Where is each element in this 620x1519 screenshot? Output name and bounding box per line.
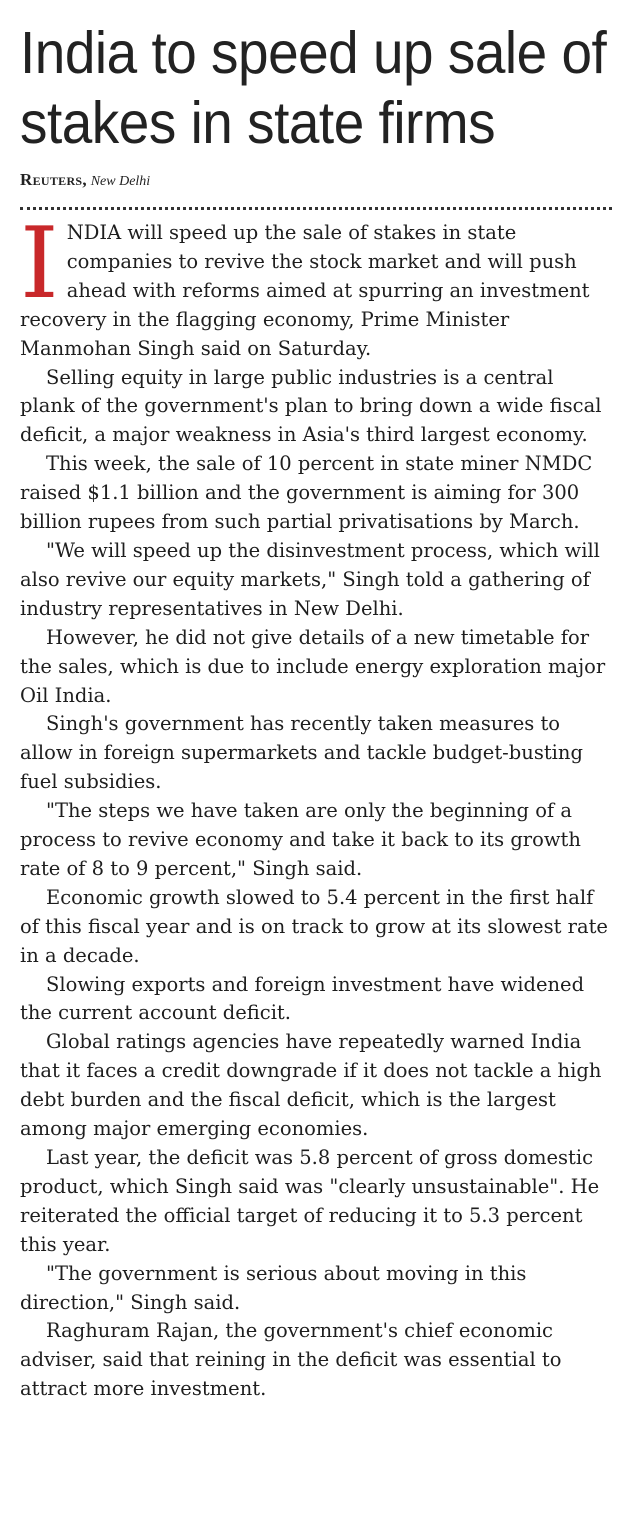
- headline: India to speed up sale of stakes in state firms: [20, 20, 607, 156]
- byline: [20, 170, 612, 192]
- drop-cap: I: [20, 207, 59, 321]
- body-paragraph: Last year, the deficit was 5.8 percent of gross domestic product, which Singh said was "clearly unsustainable". He reiterated the official target of reducing it to 5.3 percent this year.: [20, 1146, 600, 1256]
- byline-agency: Reuters,: [20, 170, 87, 189]
- body-paragraph: However, he did not give details of a new timetable for the sales, which is due to include energy exploration major Oil India.: [20, 625, 606, 707]
- body-paragraph: This week, the sale of 10 percent in state miner NMDC raised $1.1 billion and the government is aiming for 300 billion rupees from such partial privatisations by March.: [20, 452, 593, 534]
- body-paragraph: Global ratings agencies have repeatedly warned India that it faces a credit downgrade if it does not tackle a high debt burden and the fiscal deficit, which is the largest among major emerging economies.: [20, 1030, 602, 1141]
- article-body: [20, 207, 612, 1404]
- lead-paragraph: [20, 207, 612, 364]
- body-paragraph: Singh's government has recently taken measures to allow in foreign supermarkets and tackle budget-busting fuel subsidies.: [20, 712, 583, 794]
- body-paragraph: "The steps we have taken are only the beginning of a process to revive economy and take it back to its growth rate of 8 to 9 percent," Singh said.: [20, 799, 581, 880]
- body-paragraph: Selling equity in large public industries is a central plank of the government's plan to bring down a wide fiscal deficit, a major weakness in Asia's third largest economy.: [20, 365, 602, 447]
- byline-place: New Delhi: [90, 174, 151, 189]
- dotted-divider: [20, 207, 612, 210]
- body-paragraph: Raghuram Rajan, the government's chief economic adviser, said that reining in the deficit was essential to attract more investment.: [20, 1319, 562, 1401]
- news-article: [20, 0, 612, 1404]
- body-paragraph: Slowing exports and foreign investment have widened the current account deficit.: [20, 972, 585, 1025]
- body-paragraph: Economic growth slowed to 5.4 percent in the first half of this fiscal year and is on track to grow at its slowest rate in a decade.: [20, 885, 608, 967]
- lead-text: NDIA will speed up the sale of stakes in state companies to revive the stock market and will push ahead with reforms aimed at spurring an investment recovery in the flagging economy, Prime Minister Manmohan Singh said on Saturday.: [20, 221, 590, 360]
- body-paragraph: "The government is serious about moving in this direction," Singh said.: [20, 1261, 527, 1314]
- body-paragraph: "We will speed up the disinvestment process, which will also revive our equity markets," Singh told a gathering of industry representatives in New Delhi.: [20, 538, 600, 620]
